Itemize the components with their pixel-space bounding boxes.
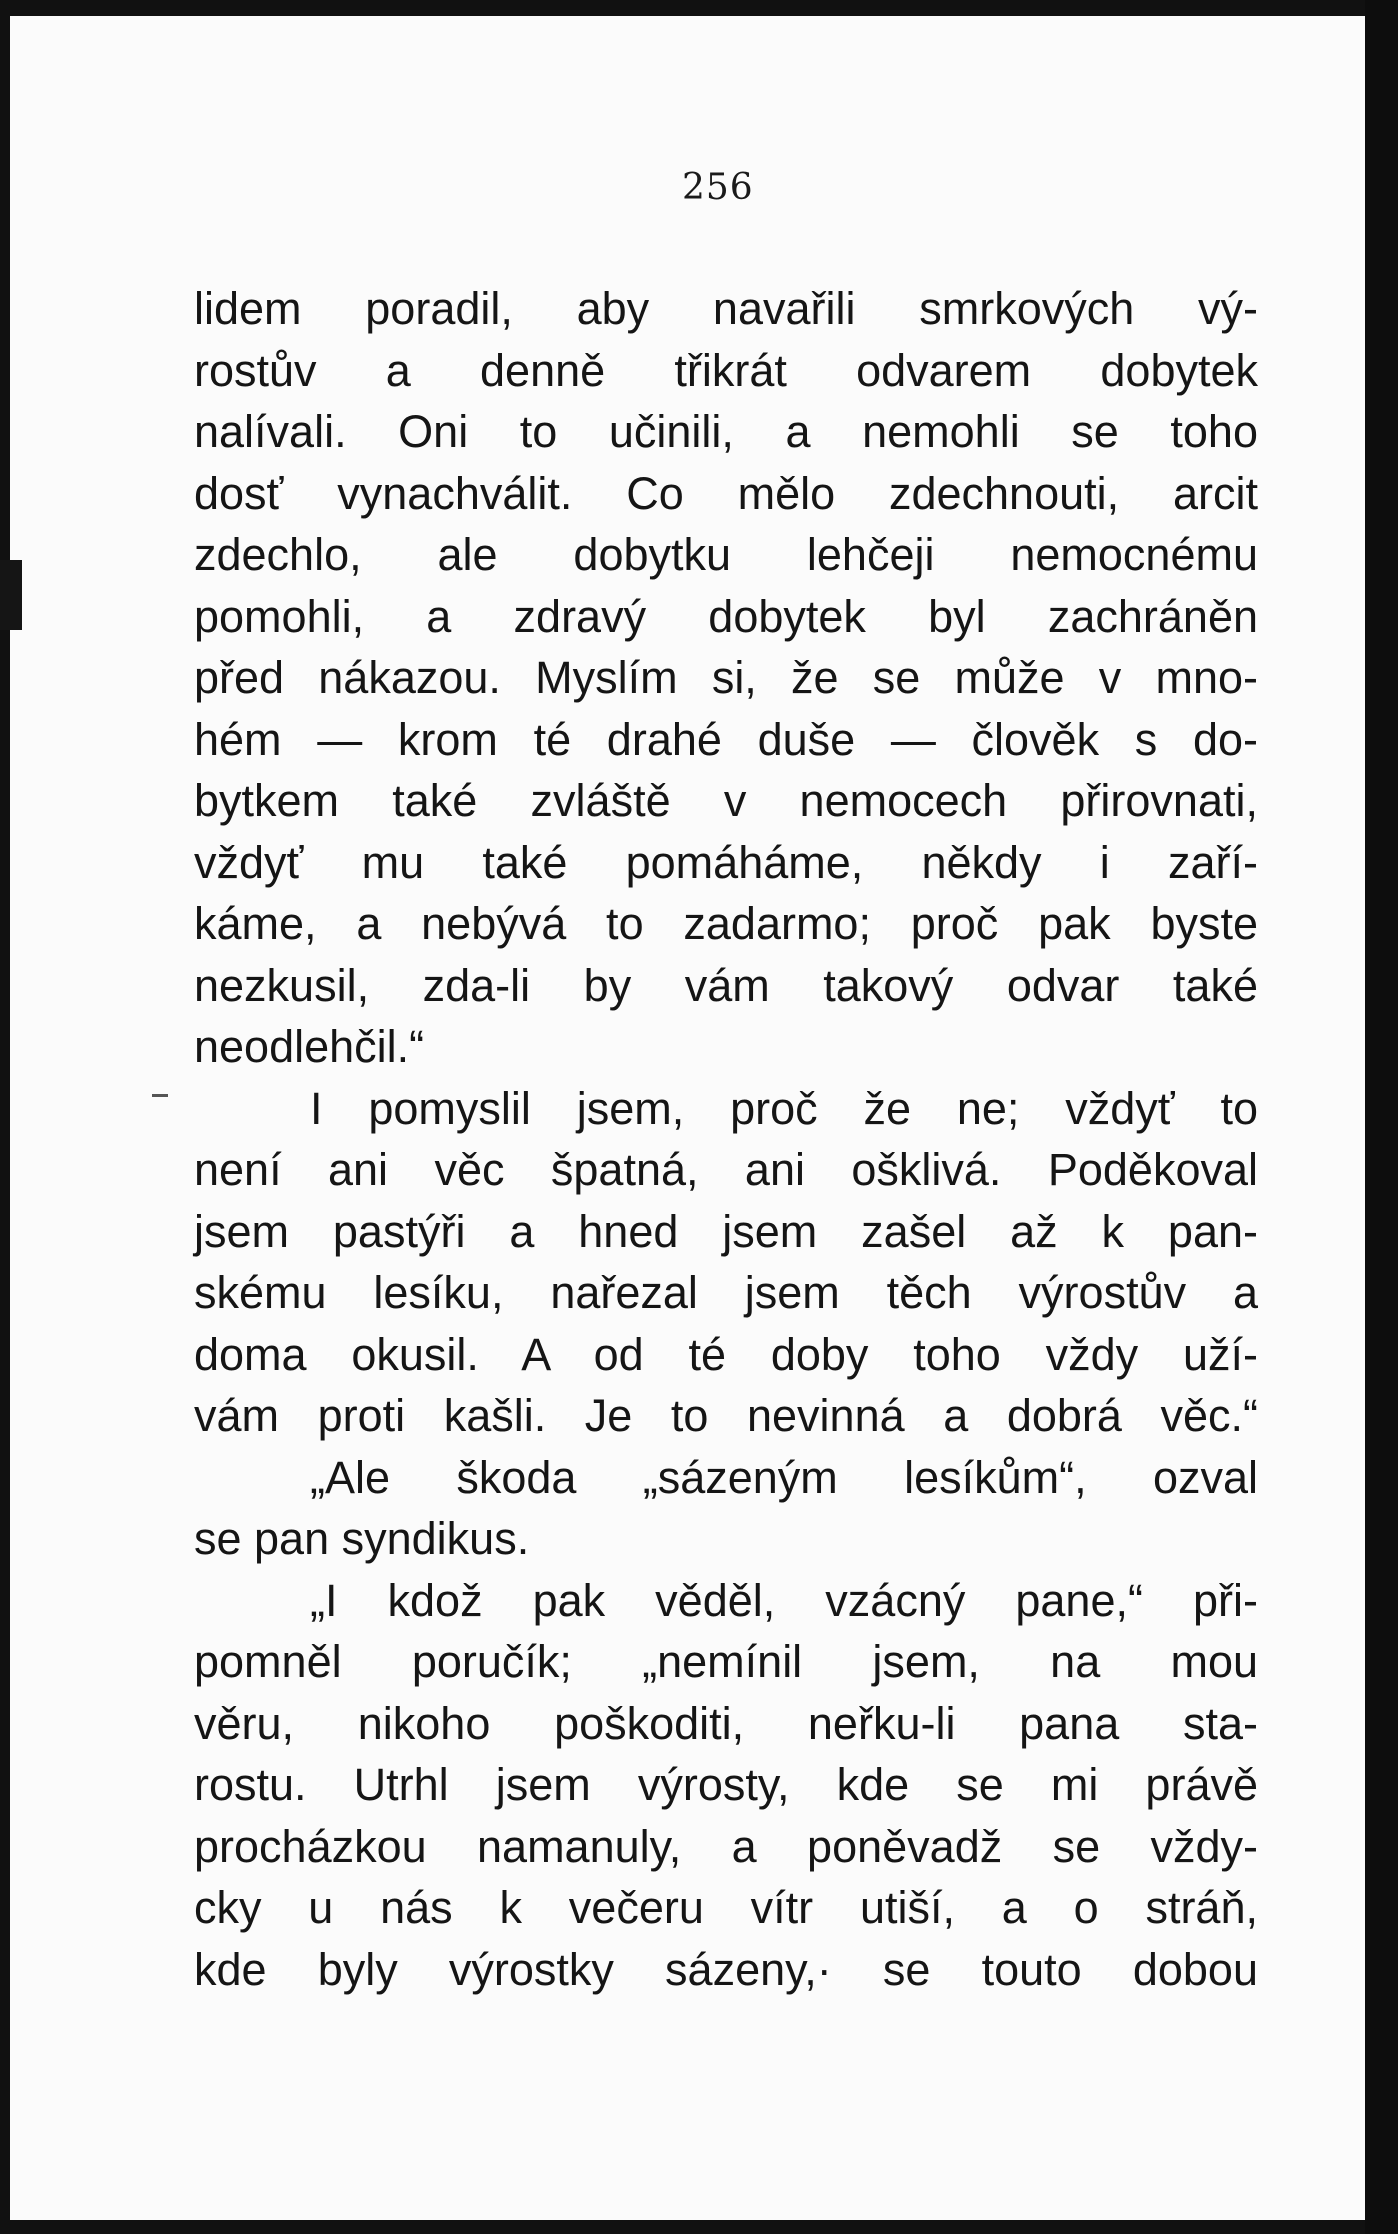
text-line: skému lesíku, nařezal jsem těch výrostův a: [194, 1267, 1258, 1318]
text-line: doma okusil. A od té doby toho vždy uží-: [194, 1328, 1258, 1380]
text-line: nalívali. Oni to učinili, a nemohli se toho: [194, 406, 1258, 457]
text-line: nezkusil, zda-li by vám takový odvar také: [194, 959, 1258, 1011]
text-line: zdechlo, ale dobytku lehčeji nemocnému: [194, 529, 1258, 580]
text-line: jsem pastýři a hned jsem zašel až k pan-: [194, 1205, 1258, 1257]
text-line: neodlehčil.“: [194, 1021, 425, 1072]
text-line: věru, nikoho poškoditi, neřku-li pana sta-: [194, 1697, 1258, 1749]
text-line: rostu. Utrhl jsem výrosty, kde se mi právě: [194, 1759, 1258, 1810]
page-number: 256: [682, 167, 754, 208]
text-line: kde byly výrostky sázeny,· se touto dobou: [194, 1943, 1258, 1995]
text-line: rostův a denně třikrát odvarem dobytek: [194, 344, 1258, 396]
text-line: dosť vynachválit. Co mělo zdechnouti, arcit: [194, 467, 1258, 519]
text-line: vždyť mu také pomáháme, někdy i zaří-: [194, 836, 1258, 888]
text-line: procházkou namanuly, a poněvadž se vždy-: [194, 1820, 1258, 1872]
text-line: před nákazou. Myslím si, že se může v mno-: [194, 652, 1258, 703]
text-line: „Ale škoda „sázeným lesíkům“, ozval: [310, 1451, 1258, 1503]
text-line: bytkem také zvláště v nemocech přirovnati,: [194, 775, 1258, 826]
book-page: [10, 16, 1365, 2220]
text-line: pomněl poručík; „nemínil jsem, na mou: [194, 1636, 1258, 1687]
text-line: „I kdož pak věděl, vzácný pane,“ při-: [310, 1574, 1258, 1626]
text-line: vám proti kašli. Je to nevinná a dobrá věc.“: [194, 1390, 1258, 1441]
scan-edge-mark: [0, 560, 22, 630]
scan-edge: [1365, 0, 1398, 2234]
text-line: cky u nás k večeru vítr utiší, a o stráň,: [194, 1882, 1258, 1933]
text-line: I pomyslil jsem, proč že ne; vždyť to: [310, 1082, 1258, 1134]
text-line: není ani věc špatná, ani ošklivá. Poděkoval: [194, 1144, 1258, 1195]
text-line: hém — krom té drahé duše — člověk s do-: [194, 713, 1258, 765]
text-line: lidem poradil, aby navařili smrkových vý-: [194, 283, 1258, 334]
text-line: se pan syndikus.: [194, 1513, 530, 1564]
text-line: pomohli, a zdravý dobytek byl zachráněn: [194, 590, 1258, 642]
text-line: káme, a nebývá to zadarmo; proč pak byste: [194, 898, 1258, 949]
body-text: [194, 278, 1258, 2000]
margin-mark: [152, 1094, 168, 1097]
